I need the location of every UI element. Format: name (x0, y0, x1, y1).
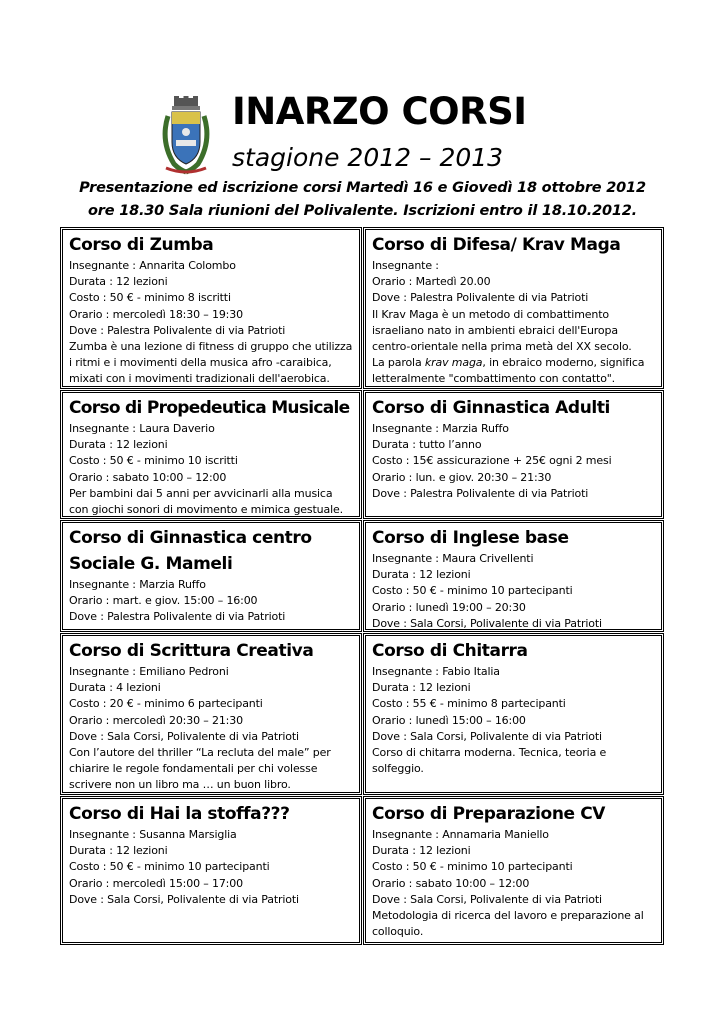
course-duration: Durata : 12 lezioni (372, 568, 471, 582)
course-duration: Durata : 4 lezioni (69, 681, 161, 695)
course-chitarra (363, 633, 664, 795)
course-duration: Durata : 12 lezioni (372, 844, 471, 858)
course-propedeutica-musicale (60, 390, 362, 519)
course-teacher: Insegnante : Maura Crivellenti (372, 552, 534, 565)
course-schedule: Orario : lun. e giov. 20:30 – 21:30 (372, 470, 552, 484)
course-schedule: Orario : sabato 10:00 – 12:00 (69, 470, 227, 484)
course-schedule: Orario : mercoledì 18:30 – 19:30 (69, 307, 243, 321)
course-cost: Costo : 20 € - minimo 6 partecipanti (69, 697, 263, 711)
course-duration: Durata : 12 lezioni (69, 438, 168, 452)
course-location: Dove : Sala Corsi, Polivalente di via Patrioti (372, 892, 602, 906)
course-title: Corso di Ginnastica centro Sociale G. Mameli (69, 528, 312, 574)
course-location: Dove : Palestra Polivalente di via Patrioti (69, 610, 286, 624)
course-title: Corso di Zumba (69, 235, 214, 255)
course-location: Dove : Sala Corsi, Polivalente di via Patrioti (69, 729, 299, 743)
course-description-meaning (372, 355, 657, 387)
course-cost: Costo : 55 € - minimo 8 partecipanti (372, 697, 566, 711)
course-cost: Costo : 15€ assicurazione + 25€ ogni 2 mesi (372, 454, 612, 468)
course-location: Dove : Palestra Polivalente di via Patrioti (69, 323, 286, 337)
course-location: Dove : Sala Corsi, Polivalente di via Patrioti (372, 729, 602, 743)
course-location: Dove : Palestra Polivalente di via Patrioti (372, 291, 589, 305)
course-duration: Durata : 12 lezioni (372, 681, 471, 695)
course-teacher: Insegnante : Annamaria Maniello (372, 828, 549, 841)
course-ginnastica-centro-sociale (60, 520, 362, 632)
meaning-post: , in ebraico moderno, significa letteralmente "combattimento con contatto". (372, 356, 645, 386)
course-teacher: Insegnante : Emiliano Pedroni (69, 665, 229, 678)
course-cost: Costo : 50 € - minimo 10 partecipanti (372, 860, 573, 874)
page-title: INARZO CORSI (232, 90, 527, 133)
course-cost: Costo : 50 € - minimo 10 partecipanti (69, 860, 270, 874)
course-cost: Costo : 50 € - minimo 10 iscritti (69, 454, 238, 468)
course-scrittura-creativa (60, 633, 362, 795)
course-schedule: Orario : mercoledì 15:00 – 17:00 (69, 876, 243, 890)
course-title: Corso di Difesa/ Krav Maga (372, 235, 621, 255)
course-schedule: Orario : mercoledì 20:30 – 21:30 (69, 713, 243, 727)
course-teacher: Insegnante : Laura Daverio (69, 422, 215, 435)
course-teacher: Insegnante : Annarita Colombo (69, 259, 236, 272)
course-title: Corso di Scrittura Creativa (69, 641, 314, 661)
course-duration: Durata : 12 lezioni (69, 275, 168, 289)
course-description: Con l’autore del thriller “La recluta del male” per chiarire le regole fondamentali per chi volesse scrivere non un libro ma … un buon libro. (69, 746, 331, 792)
course-title: Corso di Propedeutica Musicale (69, 398, 350, 418)
course-cost: Costo : 50 € - minimo 8 iscritti (69, 291, 231, 305)
course-duration: Durata : tutto l’anno (372, 438, 482, 452)
courses-table (60, 227, 664, 945)
course-location: Dove : Sala Corsi, Polivalente di via Patrioti (69, 892, 299, 906)
course-krav-maga (363, 227, 664, 389)
course-title: Corso di Ginnastica Adulti (372, 398, 610, 418)
course-description: Zumba è una lezione di fitness di gruppo che utilizza i ritmi e i movimenti della musica afro -caraibica, mixati con i movimenti tradizionali dell'aerobica. (69, 340, 353, 386)
course-location: Dove : Palestra Polivalente di via Patrioti (372, 486, 589, 500)
course-description: Per bambini dai 5 anni per avvicinarli alla musica con giochi sonori di movimento e mimica gestuale. (69, 486, 343, 517)
course-teacher: Insegnante : Marzia Ruffo (69, 578, 206, 591)
course-hai-la-stoffa (60, 796, 362, 945)
course-zumba (60, 227, 362, 389)
course-schedule: Orario : lunedì 19:00 – 20:30 (372, 600, 526, 614)
course-schedule: Orario : lunedì 15:00 – 16:00 (372, 713, 526, 727)
course-title: Corso di Inglese base (372, 528, 569, 548)
course-preparazione-cv (363, 796, 664, 945)
course-description: Corso di chitarra moderna. Tecnica, teoria e solfeggio. (372, 746, 607, 776)
course-teacher: Insegnante : Fabio Italia (372, 665, 500, 678)
course-teacher: Insegnante : Marzia Ruffo (372, 422, 509, 435)
page-subtitle: stagione 2012 – 2013 (232, 143, 504, 172)
course-schedule: Orario : Martedì 20.00 (372, 275, 491, 289)
meaning-term: krav maga (424, 356, 483, 370)
course-cost: Costo : 50 € - minimo 10 partecipanti (372, 584, 573, 598)
course-teacher: Insegnante : (372, 259, 439, 272)
page-header (0, 0, 725, 230)
coat-of-arms-icon (160, 96, 212, 176)
presentation-line-1: Presentazione ed iscrizione corsi Martedì 16 e Giovedì 18 ottobre 2012 (79, 180, 646, 196)
course-inglese-base (363, 520, 664, 632)
course-description: Metodologia di ricerca del lavoro e preparazione al colloquio. (372, 909, 644, 939)
meaning-pre: La parola (372, 356, 425, 370)
presentation-line-2: ore 18.30 Sala riunioni del Polivalente. Iscrizioni entro il 18.10.2012. (88, 203, 637, 219)
course-schedule: Orario : mart. e giov. 15:00 – 16:00 (69, 594, 258, 608)
course-title: Corso di Chitarra (372, 641, 528, 661)
course-title: Corso di Hai la stoffa??? (69, 804, 290, 824)
course-schedule: Orario : sabato 10:00 – 12:00 (372, 876, 530, 890)
course-description: Il Krav Maga è un metodo di combattimento israeliano nato in ambienti ebraici dell'Europa centro-orientale nella prima metà del XX secolo. (372, 307, 632, 354)
course-duration: Durata : 12 lezioni (69, 844, 168, 858)
course-ginnastica-adulti (363, 390, 664, 519)
course-teacher: Insegnante : Susanna Marsiglia (69, 828, 237, 841)
course-location: Dove : Sala Corsi, Polivalente di via Patrioti (372, 616, 602, 630)
course-title: Corso di Preparazione CV (372, 804, 606, 824)
